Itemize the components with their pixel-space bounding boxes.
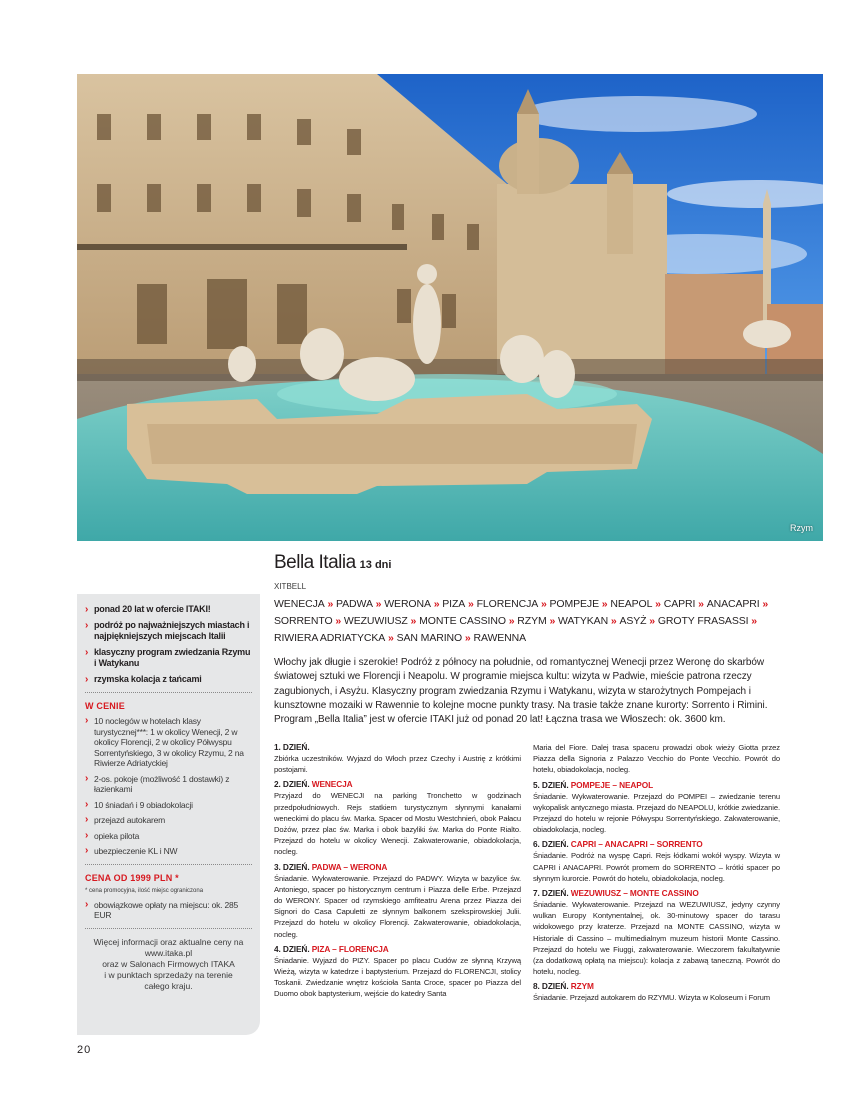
day-heading xyxy=(533,780,780,791)
route-stop: ASYŻ xyxy=(619,615,647,627)
day-description: Zbiórka uczestników. Wyjazd do Włoch przez Czechy i Austrię z krótkimi postojami. xyxy=(274,754,521,775)
itinerary-day xyxy=(533,981,780,1003)
in-price-item: › 10 noclegów w hotelach klasy turystycznej***: 1 w okolicy Wenecji, 2 w okolicy Florencji, 2 w okolicy Półwyspu Sorrentyńskiego, 3 w okolicy Rzymu, 2 na Riwierze Adriatyckiej xyxy=(85,715,244,768)
itinerary-day xyxy=(533,888,780,977)
chevron-right-icon: › xyxy=(85,845,89,856)
itinerary-column-right xyxy=(533,742,780,1008)
day-heading xyxy=(274,862,521,873)
day-number: 3. DZIEŃ. xyxy=(274,861,310,872)
route-stop: POMPEJE xyxy=(549,598,599,610)
route-separator: » xyxy=(608,615,620,627)
in-price-item: › ubezpieczenie KL i NW xyxy=(85,845,178,856)
tour-duration: 13 dni xyxy=(359,559,392,571)
route-stop: FLORENCJA xyxy=(476,598,539,610)
hero-photo xyxy=(77,74,823,541)
highlight-item: › podróż po najważniejszych miastach i najpiękniejszych miejscach Italii xyxy=(85,620,250,641)
price-footnote: * cena promocyjna, ilość miejsc ograniczona xyxy=(85,887,204,894)
tour-name: Bella Italia xyxy=(274,552,356,573)
route-separator: » xyxy=(385,632,397,644)
chevron-right-icon: › xyxy=(85,647,89,658)
highlight-item: › rzymska kolacja z tańcami xyxy=(85,674,202,685)
route-stop: RIWIERA ADRIATYCKA xyxy=(274,632,386,644)
chevron-right-icon: › xyxy=(85,674,89,685)
route-separator: » xyxy=(652,598,664,610)
route-stop: WEZUWIUSZ xyxy=(343,615,408,627)
tour-intro: Włochy jak długie i szerokie! Podróż z północy na południe, od romantycznej Wenecji przez Weronę do skarbów światowej sztuki we Florencji i Neapolu. W programie miejsca kultu: wizyta w Padwie, mieście patrona rzeczy zagubionych, i Asyżu. Klasyczny program zwiedzania Rzymu i Watykanu, wizyta w starożytnych Pompejach i kunsztowne mozaiki w Rawennie to kolejne mocne punkty trasy. Na trasie także znane kurorty: Sorrento i Rimini. Program „Bella Italia” jest w ofercie ITAKI już od ponad 20 lat! Łączna trasa we Włoszech: ok. 3600 km. xyxy=(274,657,768,726)
route-stop: RZYM xyxy=(517,615,547,627)
route-stop: RAWENNA xyxy=(473,632,527,644)
route-separator: » xyxy=(546,615,559,627)
route-separator: » xyxy=(538,598,550,610)
chevron-right-icon: › xyxy=(85,814,89,825)
day-heading xyxy=(274,944,521,955)
highlight-item: › ponad 20 lat w ofercie ITAKI! xyxy=(85,604,211,615)
photo-caption: Rzym xyxy=(790,523,813,533)
route-separator: » xyxy=(695,598,707,610)
day-number: 8. DZIEŃ. xyxy=(533,981,569,992)
day-heading xyxy=(274,742,521,753)
route-stop: PADWA xyxy=(336,598,373,610)
route-stop: PIZA xyxy=(442,598,466,610)
highlights-list xyxy=(85,604,252,685)
route-separator: » xyxy=(324,598,337,610)
day-number: 5. DZIEŃ. xyxy=(533,779,569,790)
day-number: 2. DZIEŃ. xyxy=(274,779,310,790)
day-destination: PADWA – WERONA xyxy=(309,861,388,872)
dotted-divider xyxy=(85,692,252,693)
route-separator: » xyxy=(748,615,758,627)
in-price-heading: W CENIE xyxy=(85,701,125,711)
route-separator: » xyxy=(646,615,658,627)
in-price-item: › opieka pilota xyxy=(85,829,140,841)
day-description: Śniadanie. Wykwaterowanie. Przejazd do POMPEI – zwiedzanie terenu wykopalisk antycznego miasta. Przejazd do NEAPOLU, krótkie zwiedzanie. Przejazd do hotelu w rejonie Półwyspu Sorrentyńskiego. Zakwaterowanie, obiadokolacja, nocleg. xyxy=(533,791,780,835)
route-separator: » xyxy=(598,598,611,610)
in-price-item: › przejazd autokarem xyxy=(85,814,166,825)
day-heading xyxy=(533,839,780,850)
itinerary-day xyxy=(274,742,521,775)
chevron-right-icon: › xyxy=(85,604,89,615)
chevron-right-icon: › xyxy=(85,829,89,841)
itinerary-day xyxy=(533,780,780,836)
day-number: 1. DZIEŃ. xyxy=(274,742,310,752)
day-heading xyxy=(533,981,780,992)
itinerary-day xyxy=(274,862,521,940)
itinerary-column-left xyxy=(274,742,521,1004)
day-description: Śniadanie. Podróż na wyspę Capri. Rejs łódkami wokół wyspy. Wizyta w CAPRI i ANACAPRI. Powrót promem do SORRENTO – krótki spacer po słynnym kurorcie. Powrót do hotelu, obiadokolacja, nocleg. xyxy=(533,851,780,883)
route-separator: » xyxy=(462,632,474,644)
route-separator: » xyxy=(465,598,477,610)
in-price-list xyxy=(85,716,252,857)
itinerary-day xyxy=(274,779,521,857)
info-sidebar xyxy=(77,594,260,1035)
dotted-divider xyxy=(85,928,252,929)
obligatory-fees-item: › obowiązkowe opłaty na miejscu: ok. 285 EUR xyxy=(85,898,239,920)
website-link[interactable]: www.itaka.pl xyxy=(144,947,193,958)
route-stop: WERONA xyxy=(384,598,431,610)
day-description: Śniadanie. Wykwaterowanie. Przejazd do PADWY. Wizyta w bazylice św. Antoniego, spacer po historycznym centrum i Piazza delle Erbe. Przejazd do WERONY. Spacer od rzymskiego amfiteatru Arena przez Piazza dei Signori do Casa Capuletti ze słynnym balkonem szekspirowskiej Julii. Przejazd do hotelu w okolicy Florencji. Zakwaterowanie, obiadokolacja, nocleg. xyxy=(274,873,521,939)
day-description: Przyjazd do WENECJI na parking Tronchetto w godzinach przedpołudniowych. Rejs statkiem turystycznym słynnymi kanałami weneckimi do placu św. Marka. Spacer od Mostu Westchnień, obok Pałacu Dożów, przez plac św. Marka i obok bazyliki św. Marka do Ponte Rialto. Przejazd do hotelu w okolicy Wenecji. Zakwaterowanie, obiadokolacja, nocleg. xyxy=(274,791,521,857)
day-destination: RZYM xyxy=(568,981,594,992)
tour-title xyxy=(274,552,391,574)
route-stop: ANACAPRI xyxy=(706,598,760,610)
highlight-item: › klasyczny program zwiedzania Rzymu i Watykanu xyxy=(85,647,251,668)
route-stop: WENECJA xyxy=(274,598,325,610)
day-description: Śniadanie. Wykwaterowanie. Przejazd na WEZUWIUSZ, jedyny czynny wulkan Europy Kontynentalnej, ok. 30-minutowy spacer do tarasu widokowego przy kraterze. Przejazd na MONTE CASSINO, wizyta w Historiale di Cassino – multimedialnym muzeum historii Monte Cassino. Przejazd do hotelu we Fiuggi, zakwaterowanie. Wieczorem fakultatywnie (za dodatkową opłatą na miejscu): kolacja z zabawą taneczną. Powrót do hotelu, nocleg. xyxy=(533,900,780,977)
day-description: Śniadanie. Wyjazd do PIZY. Spacer po placu Cudów ze słynną Krzywą Wieżą, wizyta w katedrze i baptysterium. Przejazd do FLORENCJI, stolicy Toskanii. Zwiedzanie wnętrz kościoła Santa Croce, spacer po Piazza del Duomo obok baptysterium, wejście do katedry Santa xyxy=(274,955,521,999)
day-number: 7. DZIEŃ. xyxy=(533,888,569,899)
route-stop: SAN MARINO xyxy=(396,632,463,644)
route-separator: » xyxy=(372,598,385,610)
itinerary-day xyxy=(533,742,780,776)
itinerary-day xyxy=(274,944,521,1000)
rome-fountain-illustration xyxy=(77,74,823,541)
route-stop: MONTE CASSINO xyxy=(419,615,506,627)
day-destination: CAPRI – ANACAPRI – SORRENTO xyxy=(568,839,703,850)
route-separator: » xyxy=(407,615,420,627)
itinerary-day xyxy=(533,839,780,884)
route-stop: CAPRI xyxy=(663,598,696,610)
page-number: 20 xyxy=(77,1044,92,1056)
day-destination: WENECJA xyxy=(309,779,353,790)
day-description: Maria del Fiore. Dalej trasa spaceru prowadzi obok wieży Giotta przez Piazza della Signoria z Palazzo Vecchio do Ponte Vecchio. Powrót do hotelu, obiadokolacja, nocleg. xyxy=(533,743,780,775)
day-number: 6. DZIEŃ. xyxy=(533,839,569,850)
chevron-right-icon: › xyxy=(85,898,89,910)
route-stop: WATYKAN xyxy=(558,615,609,627)
chevron-right-icon: › xyxy=(85,715,89,726)
chevron-right-icon: › xyxy=(85,772,89,784)
day-heading xyxy=(533,888,780,899)
day-description: Śniadanie. Przejazd autokarem do RZYMU. Wizyta w Koloseum i Forum xyxy=(533,993,771,1003)
route-stop: GROTY FRASASSI xyxy=(657,615,749,627)
in-price-item: › 10 śniadań i 9 obiadokolacji xyxy=(85,798,193,810)
route-separator: » xyxy=(332,615,344,627)
tour-route xyxy=(274,596,784,647)
day-heading xyxy=(274,779,521,790)
route-separator: » xyxy=(505,615,518,627)
more-info: Więcej informacji oraz aktualne ceny na www.itaka.pl oraz w Salonach Firmowych ITAKA i w punktach sprzedaży na terenie całego kraju. xyxy=(85,937,252,992)
chevron-right-icon: › xyxy=(85,798,89,810)
price-heading: CENA OD 1999 PLN * xyxy=(85,872,179,883)
tour-code: XITBELL xyxy=(274,582,307,591)
obligatory-fees xyxy=(85,900,252,921)
dotted-divider xyxy=(85,864,252,865)
day-number: 4. DZIEŃ. xyxy=(274,943,310,954)
route-separator: » xyxy=(759,598,769,610)
day-destination: POMPEJE – NEAPOL xyxy=(568,779,654,790)
route-stop: NEAPOL xyxy=(610,598,653,610)
route-stop: SORRENTO xyxy=(274,615,333,627)
chevron-right-icon: › xyxy=(85,620,89,631)
route-separator: » xyxy=(430,598,443,610)
day-destination: WEZUWIUSZ – MONTE CASSINO xyxy=(568,888,699,899)
day-destination: PIZA – FLORENCJA xyxy=(309,943,389,954)
in-price-item: › 2-os. pokoje (możliwość 1 dostawki) z łazienkami xyxy=(85,772,230,794)
